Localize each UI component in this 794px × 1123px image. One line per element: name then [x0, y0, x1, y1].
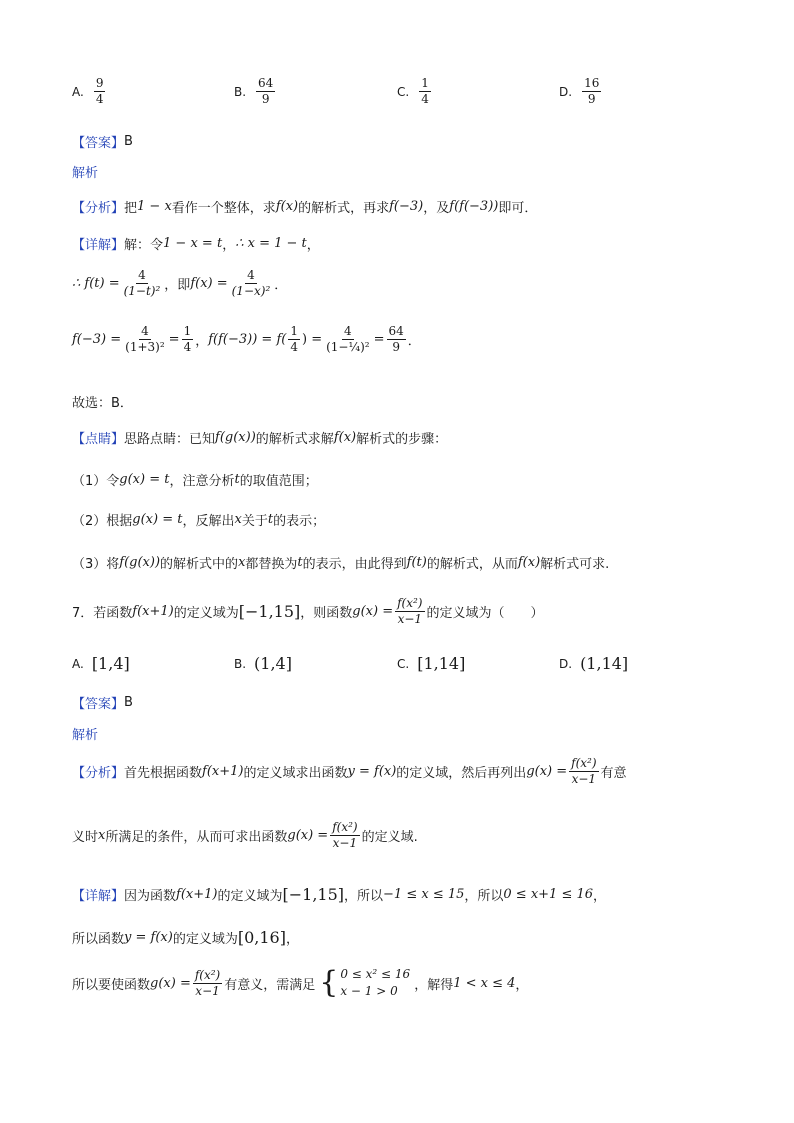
answer-value: B [124, 695, 133, 710]
option-fraction: $\frac{64}{9}$ [258, 76, 274, 106]
q7-xiangjie-2 [72, 928, 299, 947]
text: 故选：B． [72, 396, 133, 411]
text: 所满足的条件，从而可求出函数 [105, 830, 288, 845]
math-expr: f(−3) = [72, 332, 122, 347]
text: 解：令 [124, 238, 164, 253]
text: 的表示； [273, 514, 326, 529]
math-expr: g(x) = [287, 828, 329, 843]
fraction: $\frac{\text{f(x²)}}{x-1}$ [571, 756, 597, 786]
text: 义时 [72, 830, 99, 845]
q6-option-c [397, 76, 433, 107]
math-expr: [−1,15] [282, 885, 345, 904]
fraction: $\frac{4}{\text{(1−x)²}}$ [231, 268, 271, 298]
q7-stem [72, 596, 544, 627]
math-expr: x [234, 512, 242, 527]
q7-analysis-title [72, 724, 98, 743]
xiangjie-tag: 【详解】 [72, 889, 125, 904]
text: 的定义域求出函数 [243, 766, 348, 781]
option-letter: B. [234, 84, 247, 99]
math-expr: ) = [301, 332, 323, 347]
math-expr: f(f(−3)) = f( [208, 332, 287, 347]
option-value: [1,14] [417, 654, 466, 673]
text: ，反解出 [182, 514, 235, 529]
text: ，则函数 [300, 606, 353, 621]
answer-tag: 【答案】 [72, 697, 125, 712]
math-expr: g(x) = [352, 604, 394, 619]
text: 思路点睛：已知 [124, 432, 216, 447]
math-expr: 1 − x = t [163, 236, 223, 251]
math-expr: [−1,15] [238, 602, 301, 621]
text: ， [593, 889, 607, 904]
option-value: (1,14] [580, 654, 629, 673]
option-value: [1,4] [91, 654, 130, 673]
text: 的定义域为（ ） [426, 606, 544, 621]
text: ． [407, 334, 421, 349]
math-expr: f(x) [333, 430, 357, 445]
text: 所以函数 [72, 932, 125, 947]
fraction: $\frac{\text{f(x²)}}{x-1}$ [194, 967, 221, 998]
text: （2）根据 [72, 514, 133, 529]
q6-option-a [72, 76, 107, 107]
math-expr: f(x) [275, 199, 299, 214]
text: 有意义，需满足 [224, 977, 316, 993]
text: 的解析式，从而 [426, 557, 518, 572]
text: 的定义域为 [173, 606, 239, 621]
option-value: (1,4] [254, 654, 292, 673]
question-number: 7．若函数 [72, 606, 133, 621]
q7-fenxi [72, 756, 627, 787]
text: ． [274, 278, 288, 293]
text: ，解得 [414, 977, 454, 993]
math-expr: f(x+1) [132, 604, 174, 619]
text: ， [285, 932, 299, 947]
q6-xiangjie [72, 234, 320, 253]
text: （1）令 [72, 474, 120, 489]
q7-option-d [559, 654, 628, 673]
math-expr: [0,16] [237, 928, 286, 947]
fraction: $\frac{1}{4}$ [183, 324, 192, 354]
q6-step-3 [72, 553, 609, 572]
option-fraction: $\frac{9}{4}$ [95, 76, 104, 106]
math-expr: 0 ≤ x+1 ≤ 16 [503, 887, 594, 902]
math-expr: g(x) = t [119, 472, 170, 487]
math-expr: = [168, 332, 180, 347]
math-expr: t [297, 555, 303, 570]
option-fraction: $\frac{16}{9}$ [584, 76, 600, 106]
brace-icon: { [319, 965, 339, 1000]
system-row: x − 1 > 0 [340, 984, 398, 998]
fraction: $\frac{4}{\text{(1−¼)²}}$ [326, 324, 370, 354]
math-expr: g(x) = t [132, 512, 183, 527]
text: 关于 [241, 514, 268, 529]
text: 的解析式求解 [255, 432, 334, 447]
text: 看作一个整体，求 [171, 201, 276, 216]
text: 的取值范围； [239, 474, 318, 489]
option-letter: A. [72, 656, 84, 671]
math-expr: f(g(x)) [215, 430, 256, 445]
q6-dianjing [72, 428, 447, 447]
option-letter: C. [397, 84, 410, 99]
math-expr: f(g(x)) [119, 555, 161, 570]
math-expr: ∴ x = 1 − t [235, 236, 307, 251]
text: 的表示，由此得到 [302, 557, 407, 572]
text: 的定义域为 [217, 889, 283, 904]
math-expr: f(x) [517, 555, 541, 570]
q7-xiangjie [72, 885, 606, 904]
q6-step-1 [72, 470, 318, 489]
dianjing-tag: 【点睛】 [72, 432, 125, 447]
text: ，所以 [344, 889, 384, 904]
fraction: $\frac{4}{\text{(1−t)²}}$ [123, 268, 161, 298]
text: ， [306, 238, 320, 253]
math-expr: f(x+1) [176, 887, 218, 902]
option-letter: B. [234, 656, 247, 671]
q7-xiangjie-3 [72, 966, 528, 1000]
system-row: 0 ≤ x² ≤ 16 [340, 967, 411, 981]
option-letter: D. [559, 84, 573, 99]
q6-analysis-title [72, 162, 98, 181]
fraction: $\frac{1}{4}$ [290, 324, 298, 354]
answer-tag: 【答案】 [72, 136, 125, 151]
q6-step-2 [72, 510, 325, 529]
q6-answer [72, 132, 133, 151]
text: ，及 [423, 201, 450, 216]
text: ， [195, 334, 209, 349]
option-fraction: $\frac{1}{4}$ [421, 76, 429, 106]
text: ，所以 [464, 889, 504, 904]
option-letter: A. [72, 84, 84, 99]
math-expr: 1 < x ≤ 4 [453, 975, 516, 991]
math-expr: −1 ≤ x ≤ 15 [383, 887, 465, 902]
math-expr: t [267, 512, 274, 527]
text: ， [515, 977, 529, 993]
math-expr: g(x) = [150, 975, 191, 991]
text: 的定义域. [361, 830, 418, 845]
text: 解析式可求. [540, 557, 610, 572]
q7-answer [72, 693, 133, 712]
q6-option-b [234, 76, 277, 107]
text: 解析式的步骤： [356, 432, 448, 447]
text: ，注意分析 [169, 474, 235, 489]
math-expr: t [234, 472, 240, 487]
math-expr: f(x) = [190, 276, 228, 291]
q7-option-a [72, 654, 130, 673]
fraction: $\frac{4}{\text{(1+3)²}}$ [125, 324, 165, 354]
text: ，即 [164, 278, 191, 293]
text: 把 [124, 201, 138, 216]
text: 的解析式，再求 [298, 201, 390, 216]
math-expr: f(x+1) [202, 764, 244, 779]
q7-option-b [234, 654, 292, 673]
fenxi-tag: 【分析】 [72, 766, 125, 781]
math-expr: y = f(x) [124, 930, 173, 945]
analysis-title: 解析 [72, 728, 99, 743]
math-expr: ∴ f(t) = [72, 276, 120, 291]
math-expr: x [238, 555, 246, 570]
q6-step3 [72, 324, 421, 355]
text: 的定义域，然后再列出 [396, 766, 527, 781]
q6-option-d [559, 76, 603, 107]
math-expr: = [373, 332, 385, 347]
text: 即可． [498, 201, 538, 216]
text: （3）将 [72, 557, 120, 572]
math-expr: f(f(−3)) [449, 199, 499, 214]
text: 首先根据函数 [124, 766, 203, 781]
option-letter: C. [397, 656, 410, 671]
answer-value: B [124, 134, 133, 149]
math-expr: 1 − x [137, 199, 172, 214]
xiangjie-tag: 【详解】 [72, 238, 125, 253]
math-expr: x [98, 828, 106, 843]
q6-fenxi [72, 197, 537, 216]
q6-step2 [72, 268, 287, 299]
text: 的定义域为 [172, 932, 238, 947]
fraction: $\frac{64}{9}$ [388, 324, 404, 354]
text: 的解析式中的 [160, 557, 239, 572]
text: 有意 [600, 766, 627, 781]
math-expr: f(t) [406, 555, 427, 570]
analysis-title: 解析 [72, 166, 99, 181]
fenxi-tag: 【分析】 [72, 201, 125, 216]
option-letter: D. [559, 656, 573, 671]
math-expr: g(x) = [526, 764, 568, 779]
text: 都替换为 [245, 557, 298, 572]
text: ， [222, 238, 236, 253]
inequality-system [319, 966, 410, 1000]
text: 因为函数 [124, 889, 177, 904]
fraction: $\frac{\text{f(x²)}}{x-1}$ [397, 596, 423, 626]
q7-fenxi-cont [72, 820, 418, 851]
q6-choose [72, 392, 133, 411]
fraction: $\frac{\text{f(x²)}}{x-1}$ [332, 820, 358, 850]
math-expr: f(−3) [389, 199, 424, 214]
text: 所以要使函数 [72, 977, 151, 993]
math-expr: y = f(x) [347, 764, 397, 779]
q7-option-c [397, 654, 465, 673]
